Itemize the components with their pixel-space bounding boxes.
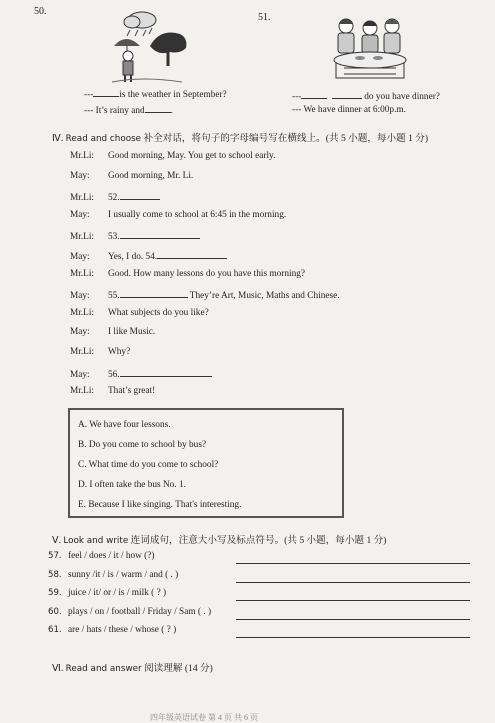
speaker-label: May:: [70, 369, 90, 380]
speaker-label: May:: [70, 170, 90, 181]
answer-blank[interactable]: [301, 89, 327, 99]
dialogue-line: [70, 327, 155, 337]
dialogue-line: [70, 171, 193, 181]
answer-line[interactable]: [236, 600, 470, 601]
speaker-label: May:: [70, 252, 90, 262]
option-item: D. I often take the bus No. 1.: [78, 480, 186, 490]
sentence-question: [48, 607, 211, 617]
answer-blank[interactable]: [120, 229, 200, 239]
dialogue-text-tail: They’re Art, Music, Maths and Chinese.: [187, 291, 340, 302]
question-words: juice / it/ or / is / milk ( ? ): [68, 588, 167, 598]
dialogue-line: [70, 210, 286, 220]
question-51-line1: --- do you have dinner?: [292, 89, 440, 103]
options-box: [68, 408, 344, 518]
answer-blank[interactable]: [93, 87, 119, 97]
answer-blank[interactable]: [120, 367, 212, 377]
section-4-title: Ⅳ. Read and choose 补全对话，将句子的字母编号写在横线上。(共 5 小题，每小题 1 分): [52, 133, 429, 144]
dialogue-line: [70, 190, 160, 203]
question-words: are / hats / these / whose ( ? ): [68, 625, 177, 635]
dialogue-line: [70, 308, 209, 318]
sentence-question: [48, 570, 178, 580]
option-item: B. Do you come to school by bus?: [78, 440, 207, 450]
dialogue-text: Yes, I do. 54.: [108, 252, 158, 262]
dialogue-text: 56.: [108, 369, 120, 380]
speaker-label: Mr.Li:: [70, 307, 95, 318]
speaker-label: May:: [70, 327, 90, 338]
speaker-label: Mr.Li:: [70, 268, 95, 279]
question-number: 57.: [48, 551, 62, 561]
question-50-line1: --- is the weather in September?: [84, 87, 227, 101]
speaker-label: Mr.Li:: [70, 193, 95, 204]
speaker-label: Mr.Li:: [70, 151, 95, 161]
dialogue-text: Good. How many lessons do you have this morning?: [108, 268, 306, 279]
question-words: plays / on / football / Friday / Sam ( . ): [68, 606, 212, 617]
dialogue-line: [70, 386, 155, 396]
speaker-label: Mr.Li:: [70, 386, 95, 397]
family-dinner-illustration: [330, 10, 410, 85]
question-50-number: 50.: [34, 6, 47, 17]
dialogue-line: [70, 288, 340, 301]
dialogue-line: [70, 347, 130, 357]
sentence-question: [48, 625, 176, 635]
option-item: C. What time do you come to school?: [78, 460, 219, 470]
dialogue-line: [70, 229, 200, 242]
dialogue-line: [70, 367, 212, 380]
dialogue-text: What subjects do you like?: [108, 307, 209, 318]
answer-line[interactable]: [236, 563, 470, 564]
question-51-number: 51.: [258, 12, 271, 23]
question-number: 58.: [48, 569, 62, 580]
speaker-label: May:: [70, 291, 90, 302]
section-6-title: Ⅵ. Read and answer 阅读理解 (14 分): [52, 663, 213, 674]
question-number: 61.: [48, 625, 62, 635]
dialogue-line: [70, 151, 275, 161]
dialogue-line: [70, 249, 227, 262]
speaker-label: Mr.Li:: [70, 347, 95, 357]
answer-blank[interactable]: [145, 103, 171, 113]
answer-line[interactable]: [236, 637, 470, 638]
dialogue-text: I usually come to school at 6:45 in the morning.: [108, 209, 287, 220]
answer-blank[interactable]: [157, 249, 227, 259]
question-words: feel / does / it / how (?): [68, 551, 155, 561]
rainy-weather-illustration: [112, 6, 190, 84]
answer-blank[interactable]: [120, 288, 188, 298]
option-item: A. We have four lessons.: [78, 420, 171, 430]
answer-line[interactable]: [236, 619, 470, 620]
dialogue-text: Good morning, Mr. Li.: [108, 170, 194, 181]
dialogue-text: Good morning, May. You get to school early.: [108, 151, 276, 161]
speaker-label: Mr.Li:: [70, 232, 95, 243]
dialogue-text: Why?: [108, 347, 131, 357]
question-50-line2: --- It’s rainy and .: [84, 103, 173, 117]
sentence-question: [48, 588, 166, 598]
dialogue-line: [70, 269, 305, 279]
answer-blank[interactable]: [332, 89, 362, 99]
dialogue-text: 52.: [108, 193, 120, 204]
page-footer: 四年级英语试卷 第 4 页 共 6 页: [150, 713, 258, 722]
question-51-line2: --- We have dinner at 6:00p.m.: [292, 105, 406, 115]
speaker-label: May:: [70, 209, 90, 220]
answer-line[interactable]: [236, 582, 470, 583]
dialogue-text: I like Music.: [108, 327, 156, 338]
option-item: E. Because I like singing. That's interesting.: [78, 500, 242, 510]
dialogue-text: That’s great!: [108, 386, 156, 397]
answer-blank[interactable]: [120, 190, 160, 200]
section-5-title: Ⅴ. Look and write 连词成句，注意大小写及标点符号。(共 5 小题，每小题 1 分): [52, 535, 387, 546]
dialogue-text: 53.: [108, 232, 120, 243]
question-words: sunny /it / is / warm / and ( . ): [68, 569, 179, 580]
question-number: 60.: [48, 606, 62, 617]
sentence-question: [48, 551, 155, 561]
dialogue-text: 55.: [108, 291, 120, 302]
question-number: 59.: [48, 588, 62, 598]
